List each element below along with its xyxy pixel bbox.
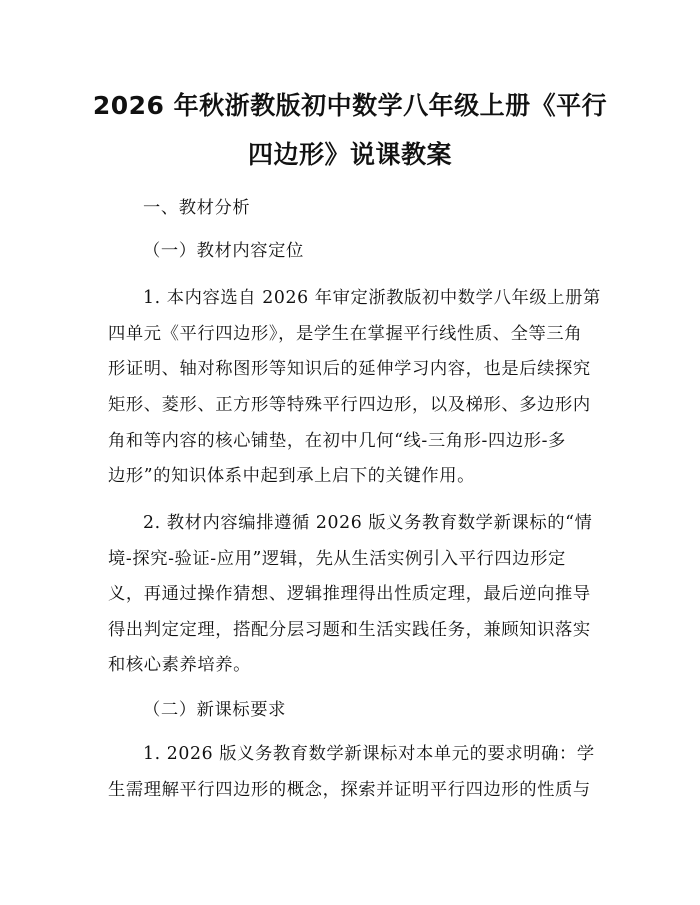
section-heading-teaching-materials: 一、教材分析 — [143, 198, 251, 218]
document-title-line-1: 2026 年秋浙教版初中数学八年级上册《平行 — [92, 91, 608, 120]
subsection-heading-curriculum-standard: （二）新课标要求 — [143, 700, 287, 720]
paragraph-1-line-5: 角和等内容的核心铺垫，在初中几何“线-三角形-四边形-多 — [108, 431, 566, 451]
paragraph-2-line-2: 境-探究-验证-应用”逻辑，先从生活实例引入平行四边形定 — [108, 549, 566, 569]
paragraph-1-line-1: 1. 本内容选自 2026 年审定浙教版初中数学八年级上册第 — [143, 288, 601, 308]
paragraph-1-line-2: 四单元《平行四边形》，是学生在掌握平行线性质、全等三角 — [108, 324, 583, 344]
paragraph-1-line-3: 形证明、轴对称图形等知识后的延伸学习内容，也是后续探究 — [108, 359, 591, 379]
paragraph-2-line-5: 和核心素养培养。 — [108, 655, 252, 675]
paragraph-3-line-1: 1. 2026 版义务教育数学新课标对本单元的要求明确：学 — [143, 744, 595, 764]
subsection-heading-content-position: （一）教材内容定位 — [143, 241, 304, 261]
paragraph-2-line-1: 2. 教材内容编排遵循 2026 版义务教育数学新课标的“情 — [143, 513, 593, 533]
paragraph-3-line-2: 生需理解平行四边形的概念，探索并证明平行四边形的性质与 — [108, 780, 591, 800]
paragraph-2-line-4: 得出判定定理，搭配分层习题和生活实践任务，兼顾知识落实 — [108, 620, 591, 640]
paragraph-1-line-4: 矩形、菱形、正方形等特殊平行四边形，以及梯形、多边形内 — [108, 395, 591, 415]
paragraph-1-line-6: 边形”的知识体系中起到承上启下的关键作用。 — [108, 466, 476, 486]
paragraph-2-line-3: 义，再通过操作猜想、逻辑推理得出性质定理，最后逆向推导 — [108, 584, 591, 604]
document-title-line-2: 四边形》说课教案 — [247, 140, 452, 169]
